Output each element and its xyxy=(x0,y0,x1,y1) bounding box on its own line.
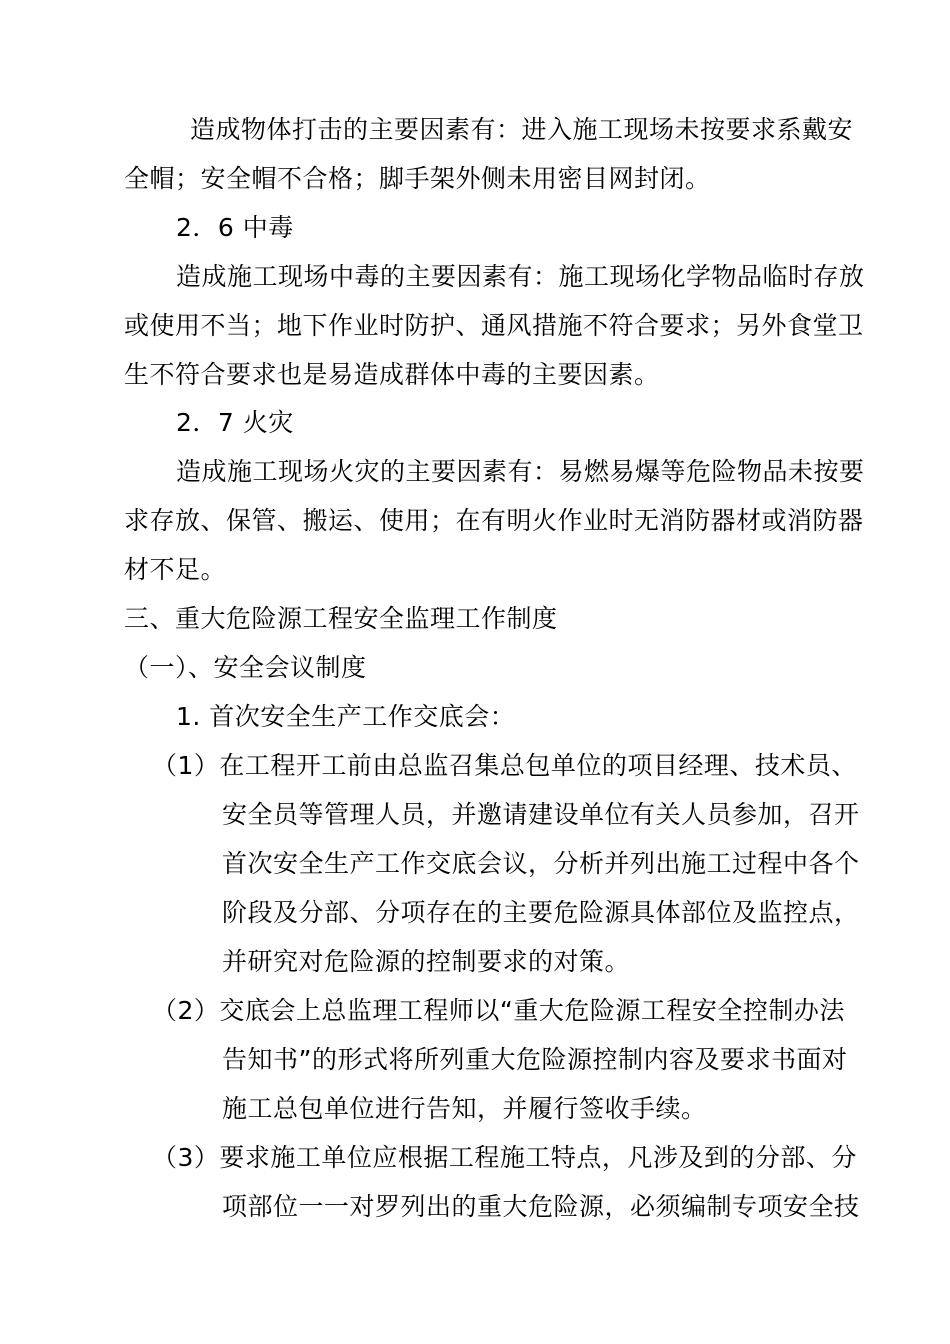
list-item-line: 并研究对危险源的控制要求的对策。 xyxy=(222,947,631,976)
chapter-heading: 三、重大危险源工程安全监理工作制度 xyxy=(124,604,558,633)
paragraph-line: 或使用不当；地下作业时防护、通风措施不符合要求；另外食堂卫 xyxy=(124,311,864,340)
list-item-line: （2）交底会上总监理工程师以“重大危险源工程安全控制办法 xyxy=(152,996,845,1025)
paragraph-line: 造成施工现场火灾的主要因素有：易燃易爆等危险物品未按要 xyxy=(176,457,865,486)
paragraph-line: 材不足。 xyxy=(124,555,227,584)
list-item-line: （3）要求施工单位应根据工程施工特点，凡涉及到的分部、分 xyxy=(152,1143,857,1172)
list-item-line: 告知书”的形式将所列重大危险源控制内容及要求书面对 xyxy=(222,1045,848,1074)
section-heading: 2．6 中毒 xyxy=(176,213,294,242)
list-item-line: 首次安全生产工作交底会议，分析并列出施工过程中各个 xyxy=(222,849,860,878)
paragraph-line: 造成施工现场中毒的主要因素有：施工现场化学物品临时存放 xyxy=(176,262,865,291)
paragraph-line: 造成物体打击的主要因素有：进入施工现场未按要求系戴安 xyxy=(190,115,854,144)
subsection-heading: （一）、安全会议制度 xyxy=(124,653,367,682)
list-item-line: 施工总包单位进行告知，并履行签收手续。 xyxy=(222,1094,707,1123)
list-item-line: 项部位一一对罗列出的重大危险源，必须编制专项安全技 xyxy=(222,1192,860,1221)
list-item-line: （1）在工程开工前由总监召集总包单位的项目经理、技术员、 xyxy=(152,751,857,780)
list-item-line: 安全员等管理人员，并邀请建设单位有关人员参加，召开 xyxy=(222,800,860,829)
paragraph-line: 全帽；安全帽不合格；脚手架外侧未用密目网封闭。 xyxy=(124,164,711,193)
section-heading: 2．7 火灾 xyxy=(176,408,294,437)
paragraph-line: 求存放、保管、搬运、使用；在有明火作业时无消防器材或消防器 xyxy=(124,506,864,535)
list-heading: 1. 首次安全生产工作交底会： xyxy=(176,702,516,731)
list-item-line: 阶段及分部、分项存在的主要危险源具体部位及监控点， xyxy=(222,898,860,927)
paragraph-line: 生不符合要求也是易造成群体中毒的主要因素。 xyxy=(124,360,660,389)
